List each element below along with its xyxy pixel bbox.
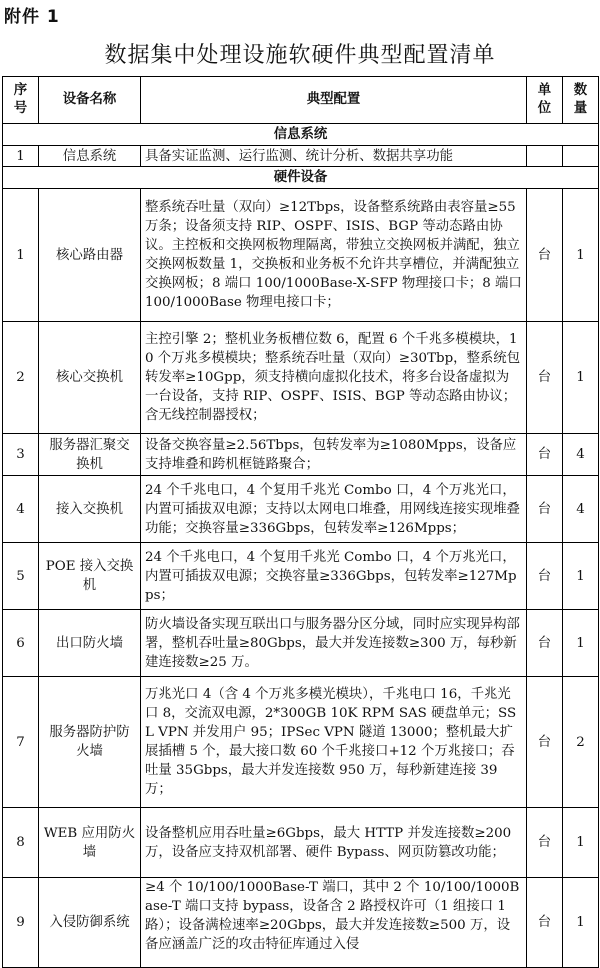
- cell-name: POE 接入交换机: [39, 543, 141, 610]
- cell-unit: 台: [527, 610, 563, 677]
- cell-qty: 1: [563, 878, 599, 968]
- cell-name: 服务器汇聚交换机: [39, 434, 141, 476]
- header-no: [3, 77, 39, 124]
- table-row: [3, 476, 599, 543]
- header-unit-text: 单 位: [537, 83, 552, 116]
- cell-unit: 台: [527, 434, 563, 476]
- cell-config: 设备交换容量≥2.56Tbps，包转发率为≥1080Mpps，设备应支持堆叠和跨机框链路聚合；: [141, 434, 527, 476]
- cell-no: 1: [3, 146, 39, 167]
- cell-config: 主控引擎 2；整机业务板槽位数 6，配置 6 个千兆多模模块，10 个万兆多模模块；整系统吞吐量（双向）≥30Tbp，整系统包转发率≥10Gpp，须支持横向虚拟化技术，将多台设备虚拟为一台设备，支持 RIP、OSPF、ISIS、BGP 等动态路由协议；含无线控制器授权；: [141, 322, 527, 434]
- cell-no: 9: [3, 878, 39, 968]
- cell-unit: 台: [527, 322, 563, 434]
- cell-config: 具备实证监测、运行监测、统计分析、数据共享功能: [141, 146, 527, 167]
- cell-qty: 1: [563, 808, 599, 878]
- cell-name: 核心路由器: [39, 189, 141, 322]
- cell-no: 1: [3, 189, 39, 322]
- section-title-hardware: 硬件设备: [3, 167, 599, 189]
- cell-qty: 1: [563, 322, 599, 434]
- cell-unit: 台: [527, 543, 563, 610]
- cell-unit: 台: [527, 878, 563, 968]
- cell-unit: 台: [527, 677, 563, 808]
- table-row: [3, 434, 599, 476]
- cell-qty: [563, 146, 599, 167]
- cell-name: WEB 应用防火墙: [39, 808, 141, 878]
- table-row: [3, 808, 599, 878]
- cell-config: 设备整机应用吞吐量≥6Gbps，最大 HTTP 并发连接数≥200 万，设备应支持双机部署、硬件 Bypass、网页防篡改功能；: [141, 808, 527, 878]
- cell-name: 信息系统: [39, 146, 141, 167]
- cell-no: 3: [3, 434, 39, 476]
- cell-config: 整系统吞吐量（双向）≥12Tbps，设备整系统路由表容量≥55 万条；设备须支持 RIP、OSPF、ISIS、BGP 等动态路由协议。主控板和交换网板物理隔离，带独立交换网板并满配，独立交换网板数量 1，交换板和业务板不允许共享槽位，并满配独立交换网板；8 端口 100/1000Base-X-SFP 物理接口卡；8 端口 100/1000Base 物理电接口卡；: [141, 189, 527, 322]
- cell-no: 8: [3, 808, 39, 878]
- document-title: 数据集中处理设施软硬件典型配置清单: [104, 43, 496, 68]
- cell-name: 接入交换机: [39, 476, 141, 543]
- cell-unit: 台: [527, 808, 563, 878]
- section-row-hardware: [3, 167, 599, 189]
- cell-qty: 1: [563, 543, 599, 610]
- cell-unit: 台: [527, 189, 563, 322]
- config-table: [2, 76, 599, 968]
- cell-qty: 4: [563, 434, 599, 476]
- header-qty: [563, 77, 599, 124]
- table-row: [3, 322, 599, 434]
- cell-qty: 1: [563, 610, 599, 677]
- table-row: [3, 677, 599, 808]
- header-config: 典型配置: [141, 77, 527, 124]
- header-name: 设备名称: [39, 77, 141, 124]
- cell-config: 24 个千兆电口，4 个复用千兆光 Combo 口，4 个万兆光口，内置可插拔双电源；交换容量≥336Gbps，包转发率≥127Mpps；: [141, 543, 527, 610]
- cell-name: 服务器防护防火墙: [39, 677, 141, 808]
- header-unit: [527, 77, 563, 124]
- cell-config: 万兆光口 4（含 4 个万兆多模光模块），千兆电口 16，千兆光口 8，交流双电源，2*300GB 10K RPM SAS 硬盘单元；SSL VPN 并发用户 95；IPSec VPN 隧道 13000；整机最大扩展插槽 5 个，最大接口数 60 个千兆接口+12 个万兆接口；吞吐量 35Gbps，最大并发连接数 950 万，每秒新建连接 39 万；: [141, 677, 527, 808]
- cell-no: 5: [3, 543, 39, 610]
- attachment-label: 附件 1: [4, 7, 60, 27]
- cell-config: ≥4 个 10/100/1000Base-T 端口，其中 2 个 10/100/1000Base-T 端口支持 bypass，设备含 2 路授权许可（1 组接口 1 路）；设备满检速率≥20Gbps，最大并发连接数≥500 万，设备应涵盖广泛的攻击特征库通过入侵: [141, 878, 527, 968]
- cell-unit: 台: [527, 476, 563, 543]
- cell-no: 4: [3, 476, 39, 543]
- table-row: [3, 189, 599, 322]
- table-row: [3, 146, 599, 167]
- cell-name: 入侵防御系统: [39, 878, 141, 968]
- section-row-info: [3, 124, 599, 146]
- cell-no: 7: [3, 677, 39, 808]
- table-row: [3, 610, 599, 677]
- cell-unit: [527, 146, 563, 167]
- cell-qty: 2: [563, 677, 599, 808]
- cell-no: 2: [3, 322, 39, 434]
- table-row: [3, 543, 599, 610]
- cell-config: 24 个千兆电口，4 个复用千兆光 Combo 口，4 个万兆光口，内置可插拔双电源；支持以太网电口堆叠，用网线连接实现堆叠功能；交换容量≥336Gbps，包转发率≥126Mpps；: [141, 476, 527, 543]
- section-title-info: 信息系统: [3, 124, 599, 146]
- table-header-row: [3, 77, 599, 124]
- cell-name: 出口防火墙: [39, 610, 141, 677]
- cell-qty: 4: [563, 476, 599, 543]
- cell-config: 防火墙设备实现互联出口与服务器分区分域，同时应实现异构部署，整机吞吐量≥80Gbps，最大并发连接数≥300 万，每秒新建连接数≥25 万。: [141, 610, 527, 677]
- cell-qty: 1: [563, 189, 599, 322]
- cell-name: 核心交换机: [39, 322, 141, 434]
- table-row: [3, 878, 599, 968]
- cell-no: 6: [3, 610, 39, 677]
- header-qty-text: 数 量: [573, 83, 588, 116]
- header-no-text: 序 号: [13, 83, 28, 116]
